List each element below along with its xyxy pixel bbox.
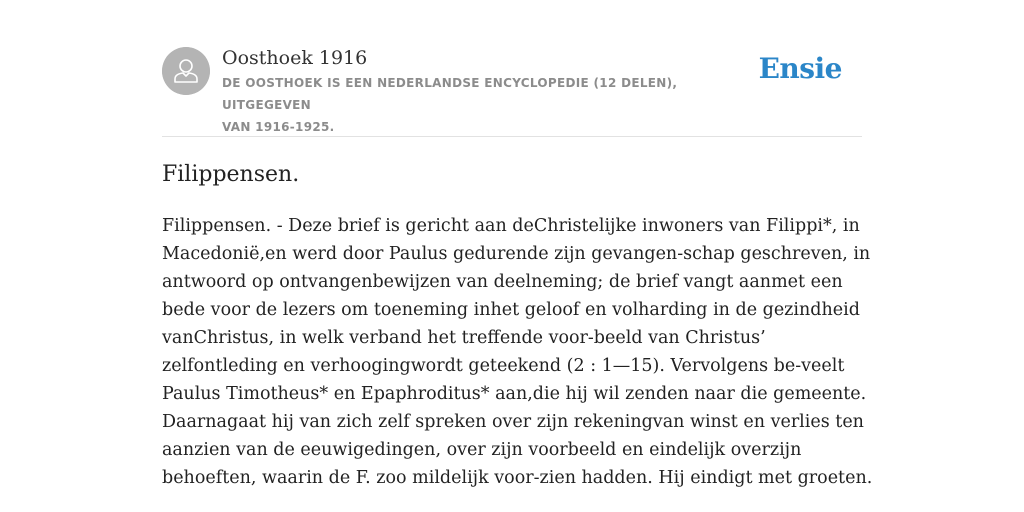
entry-line: Filippensen. - Deze brief is gericht aan deChristelijke inwoners van Filippi*, in <box>162 216 860 236</box>
ensie-logo[interactable]: Ensie <box>758 52 842 85</box>
entry-line: zelfontleding en verhoogingwordt geteekend (2 : 1—15). Vervolgens be-veelt <box>162 356 845 376</box>
entry-line: Paulus Timotheus* en Epaphroditus* aan,die hij wil zenden naar die gemeente. <box>162 384 867 404</box>
source-description-line-1: DE OOSTHOEK IS EEN NEDERLANDSE ENCYCLOPEDIE (12 DELEN), UITGEGEVEN <box>222 76 678 112</box>
entry-line: aanzien van de eeuwigedingen, over zijn voorbeeld en eindelijk overzijn <box>162 440 802 460</box>
entry-line: Macedonië,en werd door Paulus gedurende zijn gevangen-schap geschreven, in <box>162 244 871 264</box>
entry-title: Filippensen. <box>162 162 300 187</box>
entry-line: behoeften, waarin de F. zoo mildelijk voor-zien hadden. Hij eindigt met groeten. <box>162 468 873 488</box>
entry-line: Daarnagaat hij van zich zelf spreken over zijn rekeningvan winst en verlies ten <box>162 412 864 432</box>
entry-line: vanChristus, in welk verband het treffende voor-beeld van Christus’ <box>162 328 766 348</box>
entry-body <box>162 212 873 492</box>
entry-line: bede voor de lezers om toeneming inhet geloof en volharding in de gezindheid <box>162 300 860 320</box>
page-content <box>162 0 873 488</box>
source-title[interactable]: Oosthoek 1916 <box>222 47 368 69</box>
source-avatar[interactable] <box>162 47 210 95</box>
entry-line: antwoord op ontvangenbewijzen van deelneming; de brief vangt aanmet een <box>162 272 843 292</box>
source-description <box>222 72 762 138</box>
user-icon <box>162 47 210 95</box>
source-header <box>162 0 862 137</box>
source-description-line-2: VAN 1916-1925. <box>222 120 335 134</box>
